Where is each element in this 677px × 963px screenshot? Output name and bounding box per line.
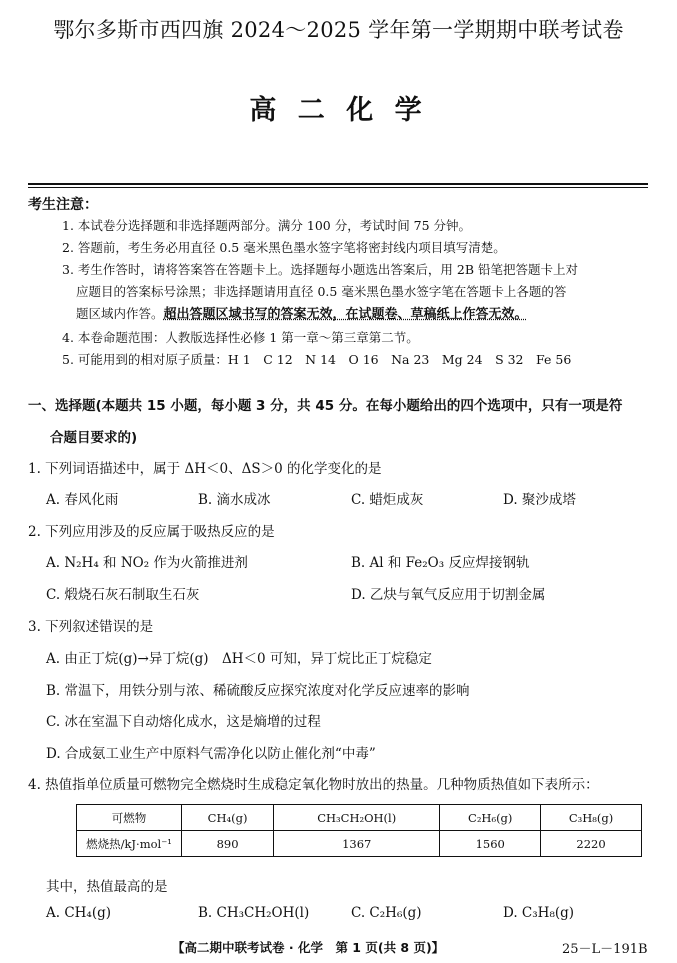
table-cell: 燃烧热/kJ·mol⁻¹ bbox=[77, 831, 182, 857]
question-4-option-c: C. C₂H₆(g) bbox=[351, 905, 422, 921]
question-3-stem: 3. 下列叙述错误的是 bbox=[28, 619, 154, 635]
table-header-row bbox=[77, 805, 642, 831]
notice-item-4: 4. 本卷命题范围：人教版选择性必修 1 第一章～第三章第二节。 bbox=[62, 330, 419, 345]
header-rule bbox=[28, 183, 648, 185]
question-1-stem: 1. 下列词语描述中，属于 ΔH＜0、ΔS＞0 的化学变化的是 bbox=[28, 461, 382, 477]
table-header-cell: C₂H₆(g) bbox=[440, 805, 541, 831]
table-cell: 1367 bbox=[274, 831, 440, 857]
subject-title: 高 二 化 学 bbox=[249, 95, 428, 126]
question-1-option-b: B. 滴水成冰 bbox=[198, 492, 271, 508]
notice-item-2: 2. 答题前，考生务必用直径 0.5 毫米黑色墨水签字笔将密封线内项目填写清楚。 bbox=[62, 240, 506, 255]
question-4-option-b: B. CH₃CH₂OH(l) bbox=[198, 905, 310, 921]
notice-item-3-end bbox=[76, 303, 528, 322]
table-header-cell: CH₄(g) bbox=[182, 805, 274, 831]
notice-item-3-tail: 题区域内作答。 bbox=[76, 306, 164, 321]
notice-item-3: 3. 考生作答时，请将答案答在答题卡上。选择题每小题选出答案后，用 2B 铅笔把答题卡上对 bbox=[62, 262, 578, 277]
question-3-option-d: D. 合成氨工业生产中原料气需净化以防止催化剂“中毒” bbox=[46, 746, 376, 762]
section-heading-cont: 合题目要求的) bbox=[50, 430, 138, 446]
question-1-option-a: A. 春风化雨 bbox=[46, 492, 119, 508]
exam-title: 鄂尔多斯市西四旗 2024～2025 学年第一学期期中联考试卷 bbox=[53, 18, 624, 42]
section-heading: 一、选择题(本题共 15 小题，每小题 3 分，共 45 分。在每小题给出的四个选项中，只有一项是符 bbox=[28, 398, 623, 414]
header-rule-thin bbox=[28, 187, 648, 188]
question-4-question: 其中，热值最高的是 bbox=[46, 879, 168, 895]
table-header-cell: CH₃CH₂OH(l) bbox=[274, 805, 440, 831]
question-3-option-c: C. 冰在室温下自动熔化成水，这是熵增的过程 bbox=[46, 714, 321, 730]
question-2-option-d: D. 乙炔与氧气反应用于切割金属 bbox=[351, 587, 546, 603]
table-cell: 890 bbox=[182, 831, 274, 857]
table-cell: 1560 bbox=[440, 831, 541, 857]
question-4-stem: 4. 热值指单位质量可燃物完全燃烧时生成稳定氧化物时放出的热量。几种物质热值如下表所示： bbox=[28, 777, 599, 793]
notice-heading: 考生注意： bbox=[28, 197, 98, 213]
table-row bbox=[77, 831, 642, 857]
question-3-option-b: B. 常温下，用铁分别与浓、稀硫酸反应探究浓度对化学反应速率的影响 bbox=[46, 683, 470, 699]
notice-item-5: 5. 可能用到的相对原子质量：H 1 C 12 N 14 O 16 Na 23 Mg 24 S 32 Fe 56 bbox=[62, 352, 572, 367]
table-header-cell: 可燃物 bbox=[77, 805, 182, 831]
question-2-option-c: C. 煅烧石灰石制取生石灰 bbox=[46, 587, 200, 603]
question-3-option-a: A. 由正丁烷(g)→异丁烷(g) ΔH＜0 可知，异丁烷比正丁烷稳定 bbox=[46, 651, 432, 667]
heat-value-table bbox=[76, 804, 642, 857]
table-cell: 2220 bbox=[541, 831, 642, 857]
question-2-option-b: B. Al 和 Fe₂O₃ 反应焊接钢轨 bbox=[351, 555, 530, 571]
exam-code: 25－L－191B bbox=[562, 942, 648, 957]
page-footer: 【高二期中联考试卷 · 化学 第 1 页(共 8 页)】 bbox=[172, 940, 445, 955]
notice-item-3-cont: 应题目的答案标号涂黑；非选择题请用直径 0.5 毫米黑色墨水签字笔在答题卡上各题的答 bbox=[76, 284, 567, 299]
question-2-stem: 2. 下列应用涉及的反应属于吸热反应的是 bbox=[28, 524, 275, 540]
question-1-option-d: D. 聚沙成塔 bbox=[503, 492, 576, 508]
table-header-cell: C₃H₈(g) bbox=[541, 805, 642, 831]
question-1-option-c: C. 蜡炬成灰 bbox=[351, 492, 424, 508]
question-2-option-a: A. N₂H₄ 和 NO₂ 作为火箭推进剂 bbox=[46, 555, 248, 571]
question-4-option-d: D. C₃H₈(g) bbox=[503, 905, 575, 921]
notice-item-1: 1. 本试卷分选择题和非选择题两部分。满分 100 分，考试时间 75 分钟。 bbox=[62, 218, 472, 233]
question-4-option-a: A. CH₄(g) bbox=[46, 905, 112, 921]
notice-emphasis: 超出答题区域书写的答案无效，在试题卷、草稿纸上作答无效。 bbox=[163, 307, 528, 322]
